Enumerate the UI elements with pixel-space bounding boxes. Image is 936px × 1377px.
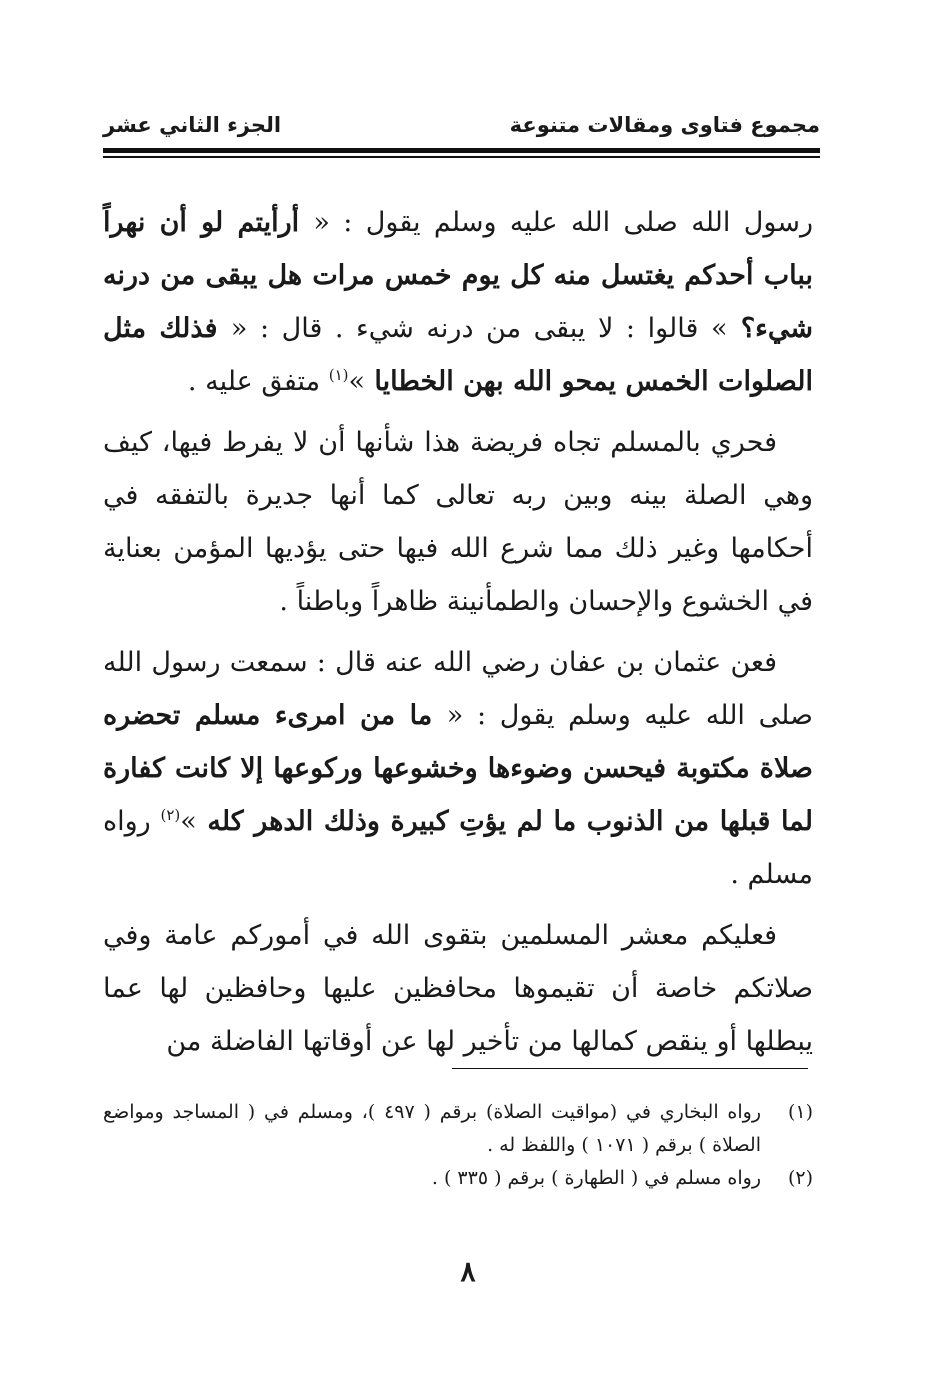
paragraph-obligation: فحري بالمسلم تجاه فريضة هذا شأنها أن لا يفرط فيها، كيف وهي الصلة بينه وبين ربه تعالى كما أنها جديرة بالتفقه في أحكامها وغير ذلك مما شرع الله فيها حتى يؤديها المؤمن بعناية في الخشوع والإحسان والطمأنينة ظاهراً وباطناً . <box>103 427 813 617</box>
text-run: فعن عثمان بن عفان رضي الله عنه قال : سمعت رسول الله صلى الله عليه وسلم يقول : « <box>103 647 813 731</box>
header-rule-thick <box>103 148 820 153</box>
hadith-quote: أرأيتم لو أن نهراً بباب أحدكم يغتسل منه كل يوم خمس مرات هل يبقى من درنه شيء؟ <box>103 207 813 344</box>
text-run: رواه مسلم . <box>103 806 813 890</box>
footnote-text: رواه البخاري في (مواقيت الصلاة) برقم ( ٤٩٧ )، ومسلم في ( المساجد ومواضع الصلاة ) برقم ( ١٠٧١ ) واللفظ له . <box>103 1101 762 1156</box>
running-header <box>103 110 820 150</box>
text-run: رسول الله صلى الله عليه وسلم يقول : « <box>313 207 814 238</box>
header-rule-thin <box>103 156 820 158</box>
footnote-text: رواه مسلم في ( الطهارة ) برقم ( ٣٣٥ ) . <box>431 1167 761 1189</box>
footnote-number: (١) <box>787 1101 813 1123</box>
footnote-item <box>103 1096 813 1162</box>
text-run: » <box>180 806 197 837</box>
footnote-ref[interactable]: (٢) <box>160 806 181 824</box>
text-run: متفق عليه . <box>187 366 329 397</box>
footnote-item <box>103 1162 813 1195</box>
hadith-quote: ما من امرىء مسلم تحضره صلاة مكتوبة فيحسن وضوءها وخشوعها وركوعها إلا كانت كفارة لما قبلها من الذنوب ما لم يؤتِ كبيرة وذلك الدهر كله <box>103 700 814 837</box>
hadith-quote: فذلك مثل الصلوات الخمس يمحو الله بهن الخطايا <box>103 313 813 397</box>
footnote-ref[interactable]: (١) <box>328 366 349 384</box>
text-run: » <box>348 366 366 397</box>
body-text <box>103 196 813 1068</box>
text-run: » قالوا : لا يبقى من درنه شيء . قال : « <box>230 313 728 344</box>
book-title: مجموع فتاوى ومقالات متنوعة <box>509 113 820 137</box>
paragraph-hadith-uthman <box>103 636 813 901</box>
paragraph-hadith-river <box>103 196 813 408</box>
volume-title: الجزء الثاني عشر <box>103 113 282 137</box>
footnote-separator <box>452 1068 808 1069</box>
footnote-number: (٢) <box>787 1167 813 1189</box>
paragraph-exhortation: فعليكم معشر المسلمين بتقوى الله في أموركم عامة وفي صلاتكم خاصة أن تقيموها محافظين عليها وحافظين لها عما يبطلها أو ينقص كمالها من تأخير لها عن أوقاتها الفاضلة من <box>103 920 813 1057</box>
footnotes <box>103 1096 813 1195</box>
page-number: ٨ <box>460 1255 476 1288</box>
